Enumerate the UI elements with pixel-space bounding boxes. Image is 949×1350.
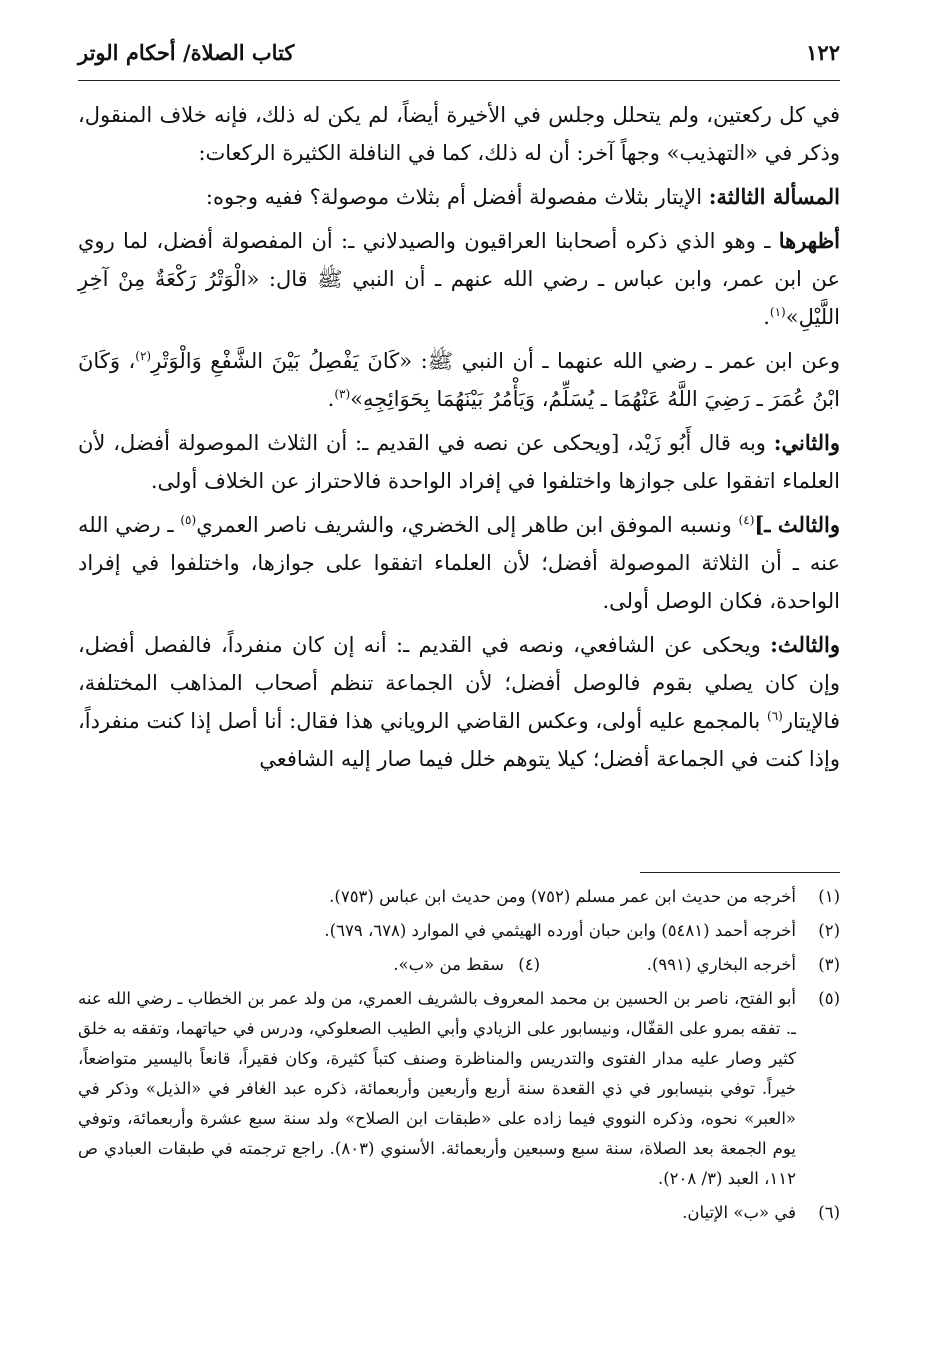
page-header [78, 40, 840, 65]
footnote-4 [393, 950, 540, 980]
paragraph-2 [78, 178, 840, 216]
footnote-number: (٢) [818, 921, 840, 940]
footnote-number: (٦) [818, 1203, 840, 1222]
paragraph-text: وعن ابن عمر ـ رضي الله عنهما ـ أن النبي ﷺ: «كَانَ يَفْصِلُ بَيْنَ الشَّفْعِ وَالْوَتْرِ [151, 349, 840, 373]
footnote-ref[interactable]: (٣) [334, 387, 351, 401]
footnote-2 [78, 916, 840, 946]
footnote-6 [78, 1198, 840, 1228]
paragraph-text: ويحكى عن الشافعي، ونصه في القديم ـ: أنه إن كان منفرداً، فالفصل أفضل، وإن كان يصلي بقوم فالوصل أفضل؛ لأن الجماعة تنظم أصحاب المذاهب المختلفة، فالإيتار [78, 633, 840, 733]
footnote-ref[interactable]: (١) [769, 305, 786, 319]
footnote-number: (٣) [818, 955, 840, 974]
footnote-ref[interactable]: (٢) [135, 349, 152, 363]
page-number: ١٢٢ [806, 40, 840, 65]
paragraph-lead: والثالث ـ] [754, 512, 840, 537]
paragraph-lead: والثالث: [770, 632, 840, 657]
footnote-number: (١) [818, 887, 840, 906]
paragraph-text: ـ وهو الذي ذكره أصحابنا العراقيون والصيدلاني ـ: أن المفصولة أفضل، لما روي عن ابن عمر، وابن عباس ـ رضي الله عنهم ـ أن النبي ﷺ قال: «الْوَتْرُ رَكْعَةٌ مِنْ آخِرِ اللَّيْلِ» [78, 229, 840, 329]
main-text [78, 96, 840, 784]
footnote-ref[interactable]: (٦) [767, 709, 783, 723]
footnote-1 [78, 882, 840, 912]
paragraph-end: . [763, 305, 770, 329]
paragraph-4 [78, 342, 840, 418]
paragraph-3 [78, 222, 840, 336]
paragraph-text: الإيتار بثلاث مفصولة أفضل أم بثلاث موصولة؟ ففيه وجوه: [205, 185, 709, 209]
footnote-text: أبو الفتح، ناصر بن الحسين بن محمد المعروف بالشريف العمري، من ولد عمر بن الخطاب ـ رضي الله عنه ـ. تفقه بمرو على القفّال، ونيسابور على الزيادي وأبي الطيب الصعلوكي، ودرس في حياتهما، وتفقه به خلق كثير وصار عليه مدار الفتوى والتدريس والمناظرة وصنف كتباً كثيرة، وكان فقيراً، قانعاً باليسير متواضعاً، خيراً. توفي بنيسابور في ذي القعدة سنة أربع وأربعين وأربعمائة، ذكره عبد الغافر في «الذيل» وذكر في «العبر» نحوه، وذكره النووي فيما زاده على «طبقات ابن الصلاح» ولد سنة سبع عشرة وأربعمائة، وتوفي يوم الجمعة بعد الصلاة، سنة سبع وسبعين وأربعمائة. الأسنوي (٨٠٣). راجع ترجمته في طبقات العبادي ص ١١٢، العبد (٣/ ٢٠٨). [78, 989, 796, 1188]
paragraph-text: ، وَكَانَ ابْنُ عُمَرَ ـ رَضِيَ اللَّهُ عَنْهُمَا ـ يُسَلِّمُ، وَيَأْمُرُ بَيْنَهُمَا بِحَوَائِجِهِ» [78, 349, 840, 411]
footnote-number: (٥) [818, 989, 840, 1008]
footnote-text: أخرجه من حديث ابن عمر مسلم (٧٥٢) ومن حديث ابن عباس (٧٥٣). [329, 887, 796, 906]
paragraph-lead: والثاني: [773, 430, 840, 455]
footnote-ref[interactable]: (٤) [738, 513, 755, 527]
header-rule [78, 80, 840, 81]
section-heading: المسألة الثالثة: [708, 184, 840, 209]
footnote-number: (٤) [518, 955, 540, 974]
footnote-5 [78, 984, 840, 1194]
paragraph-text: وبه قال أَبُو زَيْد، [ويحكى عن نصه في القديم ـ: أن الثلاث الموصولة أفضل، لأن العلماء اتفقوا على جوازها واختلفوا في إفراد الواحدة فالاحتراز عن الخلاف أولى. [78, 431, 840, 493]
paragraph-1 [78, 96, 840, 172]
paragraph-end: . [327, 387, 335, 411]
paragraph-text: ونسبه الموفق ابن طاهر إلى الخضري، والشريف ناصر العمري [196, 513, 739, 537]
paragraph-5 [78, 424, 840, 500]
paragraph-text: بالمجمع عليه أولى، وعكس القاضي الروياني هذا فقال: أنا أصل إذا كنت منفرداً، وإذا كنت في الجماعة أفضل؛ كيلا يتوهم خلل فيما صار إليه الشافعي [78, 709, 840, 771]
paragraph-lead: أظهرها [778, 228, 840, 253]
footnote-text: سقط من «ب». [393, 955, 504, 974]
footnote-text: في «ب» الإتيان. [682, 1203, 796, 1222]
paragraph-6 [78, 506, 840, 620]
running-title: كتاب الصلاة/ أحكام الوتر [78, 40, 295, 65]
footnote-ref[interactable]: (٥) [180, 513, 197, 527]
footnote-text: أخرجه البخاري (٩٩١). [646, 955, 796, 974]
paragraph-7 [78, 626, 840, 778]
paragraph-text: في كل ركعتين، ولم يتحلل وجلس في الأخيرة أيضاً، لم يكن له ذلك، فإنه خلاف المنقول، وذكر في «التهذيب» وجهاً آخر: أن له ذلك، كما في النافلة الكثيرة الركعات: [78, 103, 840, 165]
footnote-3 [540, 950, 840, 980]
footnote-row-3-4 [78, 950, 840, 980]
footnote-text: أخرجه أحمد (٥٤٨١) وابن حبان أورده الهيثمي في الموارد (٦٧٨، ٦٧٩). [324, 921, 796, 940]
paragraph-text: ـ رضي الله عنه ـ أن الثلاثة الموصولة أفضل؛ لأن العلماء اتفقوا على جوازها، واختلفوا في إفراد الواحدة، فكان الوصل أولى. [78, 513, 840, 613]
footnotes [78, 882, 840, 1232]
footnote-rule [640, 872, 840, 873]
